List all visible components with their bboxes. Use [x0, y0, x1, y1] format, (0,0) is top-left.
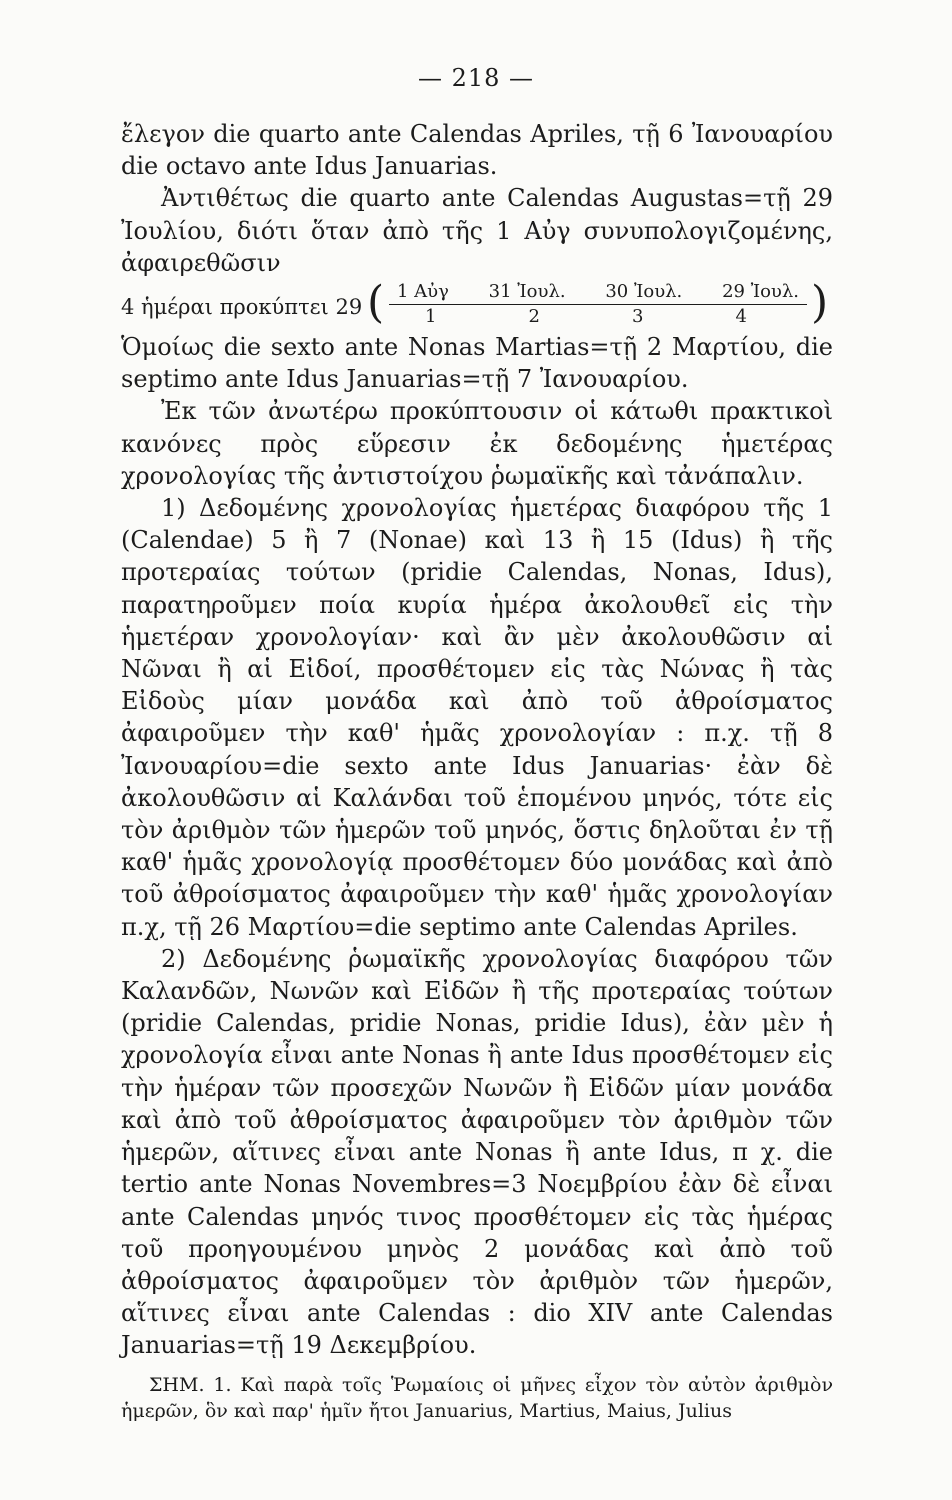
page-number: — 218 — [417, 64, 535, 92]
paragraph-rules-intro: Ἐκ τῶν ἀνωτέρω προκύπτουσιν οἱ κάτωθι πρακτικοὶ κανόνες πρὸς εὕρεσιν ἐκ δεδομένης ἡμετέρας χρονολογίας τῆς ἀντιστοίχου ῥωμαϊκῆς καὶ τἀνάπαλιν. [121, 397, 833, 490]
paragraph-contrary-example: Ἀντιθέτως die quarto ante Calendas Augustas=τῇ 29 Ἰουλίου, διότι ὅταν ἀπὸ τῆς 1 Αὐγ συνυπολογιζομένης, ἀφαιρεθῶσιν [121, 184, 833, 277]
numerator-cell: 1 Αὐγ [397, 281, 449, 303]
paragraph-similarly: Ὁμοίως die sexto ante Nonas Martias=τῇ 2 Μαρτίου, die septimo ante Idus Januarias=τῇ 7 Ἰανουαρίου. [121, 333, 833, 394]
denominator-cell: 1 [425, 306, 437, 328]
left-paren-icon: ( [367, 277, 385, 329]
paragraph-rule-1: 1) Δεδομένης χρονολογίας ἡμετέρας διαφόρου τῆς 1 (Calendae) 5 ἢ 7 (Nonae) καὶ 13 ἢ 15 (Idus) ἢ τῆς προτεραίας τούτων (pridie Calendas, Nonas, Idus), παρατηροῦμεν ποία κυρία ἡμέρα ἀκολουθεῖ εἰς τὴν ἡμετέραν χρονολογίαν· καὶ ἂν μὲν ἀκολουθῶσιν αἱ Νῶναι ἢ αἱ Εἰδοί, προσθέτομεν εἰς τὰς Νώνας ἢ τὰς Εἰδοὺς μίαν μονάδα καὶ ἀπὸ τοῦ ἀθροίσματος ἀφαιροῦμεν τὴν καθ' ἡμᾶς χρονολογίαν : π.χ. τῇ 8 Ἰανουαρίου=die sexto ante Idus Januarias· ἐὰν δὲ ἀκολουθῶσιν αἱ Καλάνδαι τοῦ ἑπομένου μηνός, τότε εἰς τὸν ἀριθμὸν τῶν ἡμερῶν τοῦ μηνός, ὅστις δηλοῦται ἐν τῇ καθ' ἡμᾶς χρονολογίᾳ προσθέτομεν δύο μονάδας καὶ ἀπὸ τοῦ ἀθροίσματος ἀφαιροῦμεν τὴν καθ' ἡμᾶς χρονολογίαν π.χ, τῇ 26 Μαρτίου=die septimo ante Calendas Apriles. [121, 494, 833, 941]
right-paren-icon: ) [811, 277, 829, 329]
page-body [121, 118, 833, 1424]
denominator-cell: 2 [528, 306, 540, 328]
paragraph-rule-2: 2) Δεδομένης ῥωμαϊκῆς χρονολογίας διαφόρου τῶν Καλανδῶν, Νωνῶν καὶ Εἰδῶν ἢ τῆς προτεραίας τούτων (pridie Calendas, pridie Nonas, pridie Idus), ἐὰν μὲν ἡ χρονολογία εἶναι ante Nonas ἢ ante Idus προσθέτομεν εἰς τὴν ἡμέραν τῶν προσεχῶν Νωνῶν ἢ Εἰδῶν μίαν μονάδα καὶ ἀπὸ τοῦ ἀθροίσματος ἀφαιροῦμεν τὸν ἀριθμὸν τῶν ἡμερῶν, αἵτινες εἶναι ante Nonas ἢ ante Idus, π χ. die tertio ante Nonas Novembres=3 Νοεμβρίου ἐὰν δὲ εἶναι ante Calendas μηνός τινος προσθέτομεν εἰς τὰς ἡμέρας τοῦ προηγουμένου μηνὸς 2 μονάδας καὶ ἀπὸ τοῦ ἀθροίσματος ἀφαιροῦμεν τὸν ἀριθμὸν τῶν ἡμερῶν, αἵτινες εἶναι ante Calendas : dio XIV ante Calendas Januarias=τῇ 19 Δεκεμβρίου. [121, 944, 833, 1360]
day-count-formula [121, 279, 833, 331]
denominator-cell: 4 [735, 306, 747, 328]
paragraph-continuation: ἔλεγον die quarto ante Calendas Apriles, τῇ 6 Ἰανουαρίου die octavo ante Idus Januarias. [121, 120, 833, 181]
numerator-cell: 29 Ἰουλ. [722, 281, 799, 303]
formula-lead-text: 4 ἡμέραι προκύπτει 29 [121, 295, 363, 320]
numerator-cell: 31 Ἰουλ. [488, 281, 566, 303]
numerator-cell: 30 Ἰουλ. [605, 281, 683, 303]
formula-fraction [389, 281, 807, 328]
denominator-cell: 3 [632, 306, 644, 328]
fraction-numerator-row [389, 281, 807, 305]
footnote: ΣΗΜ. 1. Καὶ παρὰ τοῖς Ῥωμαίοις οἱ μῆνες εἶχον τὸν αὐτὸν ἀριθμὸν ἡμερῶν, ὃν καὶ παρ' ἡμῖν ἤτοι Januarius, Martius, Maius, Julius [121, 1373, 833, 1422]
fraction-denominator-row [389, 305, 807, 328]
